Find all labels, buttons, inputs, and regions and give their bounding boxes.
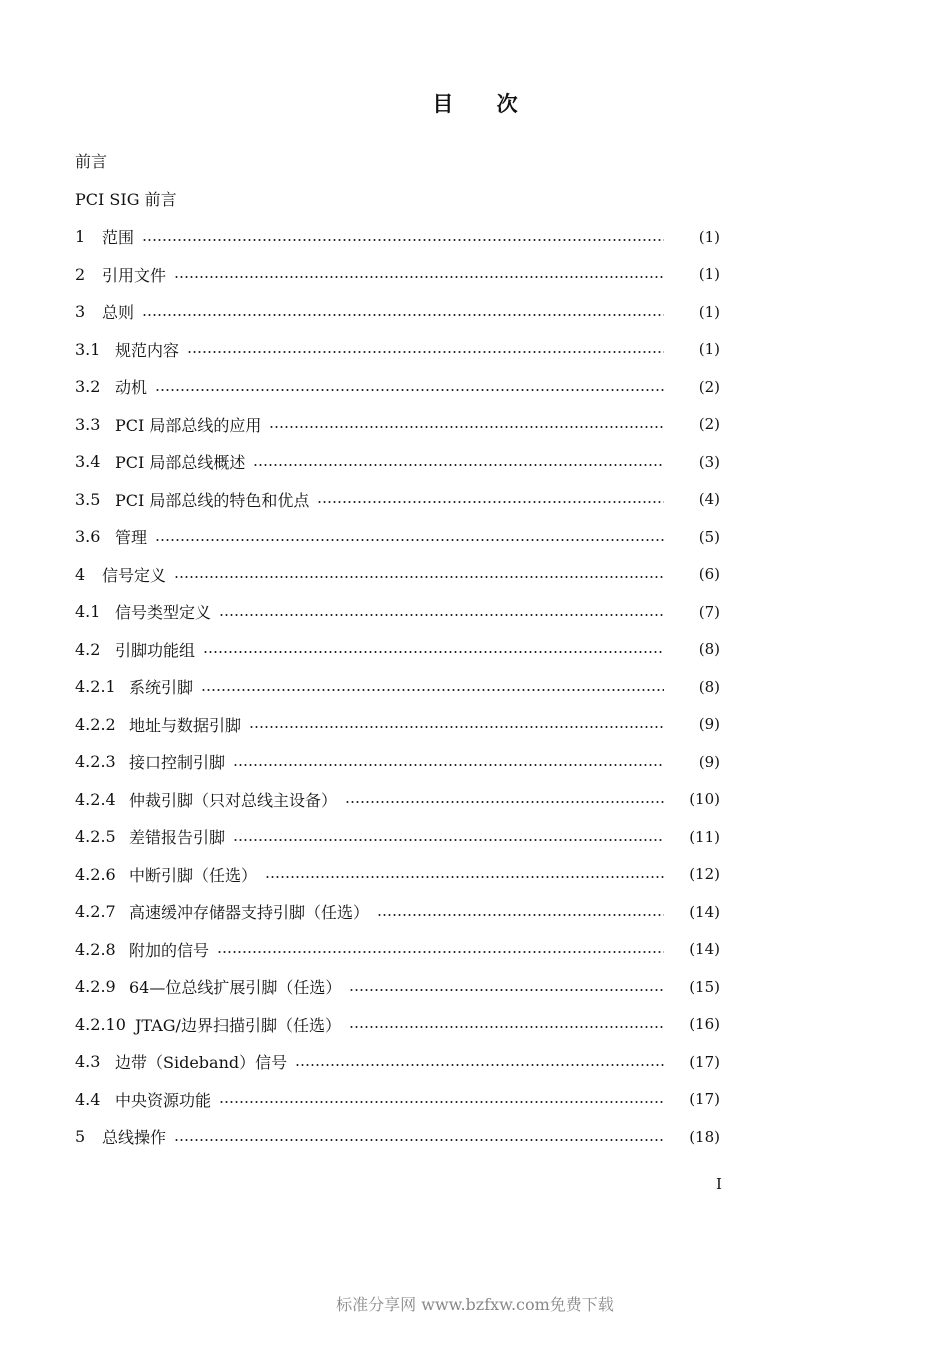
toc-entry-page: (9) <box>698 715 720 734</box>
toc-entry-number: 4.3 <box>75 1052 101 1072</box>
toc-dot-leader <box>174 576 664 578</box>
toc-entry-page: (1) <box>698 302 720 321</box>
toc-entry-number: 4.4 <box>75 1089 101 1109</box>
toc-entry-number: 4 <box>75 564 86 584</box>
toc-entry-number: 5 <box>75 1127 86 1147</box>
toc-entry-page: (1) <box>698 265 720 284</box>
toc-entry <box>75 1043 720 1081</box>
toc-entry-title: 系统引脚 <box>129 678 194 698</box>
toc-entry-page: (14) <box>689 902 720 921</box>
toc-entry <box>75 518 720 556</box>
toc-entry <box>75 1006 720 1044</box>
toc-entry-page: (15) <box>689 977 720 996</box>
toc-entry <box>75 931 720 969</box>
toc-entry-page: (12) <box>689 865 720 884</box>
toc-entry-title: JTAG/边界扫描引脚（任选） <box>135 1015 341 1035</box>
toc-entry <box>75 368 720 406</box>
toc-entry-number: 3.6 <box>75 527 101 547</box>
toc-entry-page: (1) <box>698 340 720 359</box>
toc-dot-leader <box>377 914 664 916</box>
toc-entry-page: (7) <box>698 602 720 621</box>
toc-entry-number: 3.4 <box>75 452 101 472</box>
toc-dot-leader <box>203 651 664 653</box>
toc-entry-page: (16) <box>689 1015 720 1034</box>
toc-entry-number: 4.2.5 <box>75 827 116 847</box>
toc-entry-title: PCI 局部总线概述 <box>115 453 246 473</box>
toc-entry-page: (4) <box>698 490 720 509</box>
toc-entry <box>75 256 720 294</box>
toc-entry <box>75 593 720 631</box>
toc-dot-leader <box>269 426 664 428</box>
toc-entry-title: 管理 <box>115 528 148 548</box>
toc-entry-title: 边带（Sideband）信号 <box>115 1053 288 1073</box>
toc-entry <box>75 481 720 519</box>
toc-entry <box>75 668 720 706</box>
toc-entry-page: (2) <box>698 377 720 396</box>
toc-dot-leader <box>174 1139 664 1141</box>
toc-entry-page: (1) <box>698 227 720 246</box>
toc-entry-number: 4.2.6 <box>75 864 116 884</box>
toc-entry <box>75 706 720 744</box>
toc-dot-leader <box>174 276 664 278</box>
toc-entry-number: 1 <box>75 227 86 247</box>
toc-entry <box>75 293 720 331</box>
toc-dot-leader <box>233 839 664 841</box>
toc-entry-number: 3 <box>75 302 86 322</box>
toc-entry-title: 仲裁引脚（只对总线主设备） <box>129 790 338 810</box>
toc-entry-number: 4.2.2 <box>75 714 116 734</box>
toc-entry-title: 附加的信号 <box>129 940 210 960</box>
toc-entry-number: 4.1 <box>75 602 101 622</box>
toc-entry-number: 4.2.3 <box>75 752 116 772</box>
toc-entry-title: 64—位总线扩展引脚（任选） <box>129 978 342 998</box>
toc-entry <box>75 218 720 256</box>
toc-dot-leader <box>142 239 664 241</box>
toc-entry-title: 信号定义 <box>102 565 167 585</box>
toc-dot-leader <box>155 389 664 391</box>
toc-entry <box>75 631 720 669</box>
toc-entry-page: (2) <box>698 415 720 434</box>
toc-entry <box>75 1118 720 1156</box>
toc-entry-page: (17) <box>689 1090 720 1109</box>
front-matter-foreword: 前言 <box>75 152 108 171</box>
toc-entry-title: 引用文件 <box>102 265 167 285</box>
toc-dot-leader <box>219 614 664 616</box>
toc-entry <box>75 443 720 481</box>
toc-entry <box>75 968 720 1006</box>
toc-entry <box>75 781 720 819</box>
toc-entry <box>75 893 720 931</box>
toc-entry <box>75 743 720 781</box>
toc-entry-title: 规范内容 <box>115 340 180 360</box>
toc-entry-title: 引脚功能组 <box>115 640 196 660</box>
toc-entry-page: (9) <box>698 752 720 771</box>
toc-entry-page: (6) <box>698 565 720 584</box>
toc-entry-page: (18) <box>689 1127 720 1146</box>
toc-entry-page: (17) <box>689 1052 720 1071</box>
toc-entry-page: (5) <box>698 527 720 546</box>
toc-entry-number: 4.2.8 <box>75 939 116 959</box>
toc-entry-number: 4.2.7 <box>75 902 116 922</box>
toc-entry <box>75 818 720 856</box>
toc-entry <box>75 556 720 594</box>
toc-dot-leader <box>201 689 664 691</box>
toc-entry-number: 4.2.9 <box>75 977 116 997</box>
toc-dot-leader <box>155 539 664 541</box>
toc-entry-number: 3.5 <box>75 489 101 509</box>
toc-entry-number: 4.2.4 <box>75 789 116 809</box>
toc-dot-leader <box>349 1026 664 1028</box>
toc-entry-title: 接口控制引脚 <box>129 753 226 773</box>
toc-entry-title: 高速缓冲存储器支持引脚（任选） <box>129 903 370 923</box>
toc-entry-page: (14) <box>689 940 720 959</box>
toc-entry-number: 3.3 <box>75 414 101 434</box>
toc-dot-leader <box>349 989 664 991</box>
toc-entry-number: 4.2.10 <box>75 1014 126 1034</box>
toc-entry-page: (8) <box>698 677 720 696</box>
watermark: 标准分享网 www.bzfxw.com免费下载 <box>336 1295 614 1314</box>
toc-dot-leader <box>345 801 664 803</box>
toc-dot-leader <box>142 314 664 316</box>
toc-entry <box>75 406 720 444</box>
toc-entry-title: 信号类型定义 <box>115 603 212 623</box>
toc-entry-title: 地址与数据引脚 <box>129 715 242 735</box>
toc-entry <box>75 1081 720 1119</box>
toc-entry-title: 中断引脚（任选） <box>129 865 258 885</box>
toc-entry-number: 3.1 <box>75 339 101 359</box>
toc-entry-number: 3.2 <box>75 377 101 397</box>
toc-entry-title: 总线操作 <box>102 1128 167 1148</box>
toc-list <box>75 218 720 1156</box>
toc-entry-title: PCI 局部总线的特色和优点 <box>115 490 310 510</box>
toc-entry-title: 动机 <box>115 378 148 398</box>
toc-entry-page: (10) <box>689 790 720 809</box>
toc-entry-page: (11) <box>689 827 720 846</box>
toc-dot-leader <box>265 876 664 878</box>
toc-dot-leader <box>217 951 664 953</box>
toc-entry <box>75 856 720 894</box>
toc-entry-page: (8) <box>698 640 720 659</box>
toc-entry-number: 2 <box>75 264 86 284</box>
page-title: 目 次 <box>432 91 536 116</box>
toc-dot-leader <box>317 501 664 503</box>
page-number: I <box>716 1175 722 1193</box>
toc-dot-leader <box>187 351 664 353</box>
toc-dot-leader <box>253 464 664 466</box>
toc-entry-title: 差错报告引脚 <box>129 828 226 848</box>
toc-entry-title: 总则 <box>102 303 135 323</box>
toc-dot-leader <box>249 726 664 728</box>
toc-entry-number: 4.2.1 <box>75 677 116 697</box>
toc-entry-number: 4.2 <box>75 639 101 659</box>
toc-entry <box>75 331 720 369</box>
toc-dot-leader <box>233 764 664 766</box>
toc-entry-title: PCI 局部总线的应用 <box>115 415 262 435</box>
toc-dot-leader <box>219 1101 664 1103</box>
front-matter-pci-sig-foreword: PCI SIG 前言 <box>75 190 177 209</box>
toc-dot-leader <box>295 1064 664 1066</box>
toc-entry-title: 中央资源功能 <box>115 1090 212 1110</box>
toc-entry-page: (3) <box>698 452 720 471</box>
toc-entry-title: 范围 <box>102 228 135 248</box>
